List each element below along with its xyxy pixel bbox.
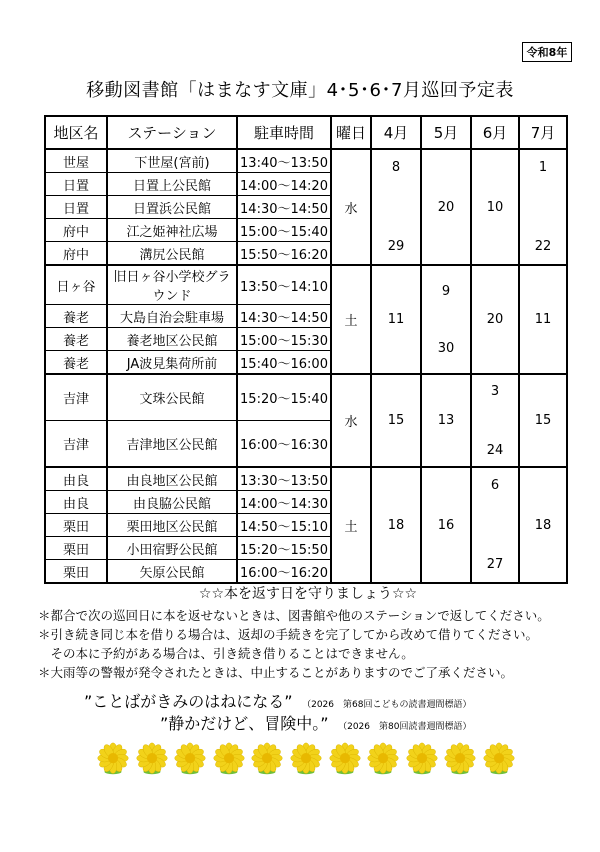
slogan-reading-week xyxy=(160,711,471,734)
date-stack xyxy=(422,472,470,578)
header-area: 地区名 xyxy=(45,116,107,149)
flower-icon xyxy=(366,742,400,776)
date-value: 8 xyxy=(391,160,401,175)
header-june: 6月 xyxy=(471,116,519,149)
cell-area: 由良 xyxy=(45,491,107,514)
cell-weekday: 水 xyxy=(331,374,371,467)
date-value: 15 xyxy=(387,413,405,428)
year-badge: 令和8年 xyxy=(522,42,572,62)
flower-icon xyxy=(135,742,169,776)
cell-station: 日置上公民館 xyxy=(107,173,237,196)
cell-station: 栗田地区公民館 xyxy=(107,514,237,537)
cell-date-apr xyxy=(371,374,421,467)
cell-area: 吉津 xyxy=(45,421,107,468)
date-stack xyxy=(520,278,566,362)
date-value: 27 xyxy=(486,557,504,572)
flower-icon xyxy=(328,742,362,776)
header-weekday: 曜日 xyxy=(331,116,371,149)
date-value: 6 xyxy=(490,478,500,493)
cell-station: 小田宿野公民館 xyxy=(107,537,237,560)
cell-time: 14:50～15:10 xyxy=(237,514,331,537)
flower-icon xyxy=(173,742,207,776)
date-value: 11 xyxy=(534,312,552,327)
cell-date-jul xyxy=(519,149,567,265)
date-stack xyxy=(520,154,566,260)
cell-time: 14:30～14:50 xyxy=(237,196,331,219)
cell-station: 矢原公民館 xyxy=(107,560,237,584)
cell-date-apr xyxy=(371,149,421,265)
table-row xyxy=(45,149,567,173)
flower-icon xyxy=(289,742,323,776)
note-item: ＊大雨等の警報が発令されたときは、中止することがありますのでご了承ください。 xyxy=(38,665,514,680)
slogan-text: ”静かだけど、冒険中。” xyxy=(160,714,329,733)
cell-area: 府中 xyxy=(45,219,107,242)
table-header-row xyxy=(45,116,567,149)
cell-date-jun xyxy=(471,149,519,265)
cell-weekday: 土 xyxy=(331,265,371,374)
date-stack xyxy=(472,378,518,464)
cell-area: 府中 xyxy=(45,242,107,266)
cell-area: 栗田 xyxy=(45,514,107,537)
cell-date-may xyxy=(421,149,471,265)
cell-station: 下世屋(宮前) xyxy=(107,149,237,173)
flower-icon xyxy=(405,742,439,776)
cell-weekday: 水 xyxy=(331,149,371,265)
cell-station: 吉津地区公民館 xyxy=(107,421,237,468)
cell-time: 16:00～16:30 xyxy=(237,421,331,468)
cell-time: 15:00～15:40 xyxy=(237,219,331,242)
cell-date-jul xyxy=(519,265,567,374)
cell-date-apr xyxy=(371,265,421,374)
flower-icon xyxy=(482,742,516,776)
date-value: 24 xyxy=(486,442,504,458)
note-item: ＊引き続き同じ本を借りる場合は、返却の手続きを完了してから改めて借りてください。 xyxy=(38,627,539,642)
note-item: ＊都合で次の巡回日に本を返せないときは、図書館や他のステーションで返してください。 xyxy=(38,608,550,623)
cell-station: 由良地区公民館 xyxy=(107,467,237,491)
date-stack xyxy=(422,278,470,362)
cell-area: 由良 xyxy=(45,467,107,491)
notes-heading: ☆☆本を返す日を守りましょう☆☆ xyxy=(198,586,418,602)
date-stack xyxy=(520,378,566,464)
date-value: 18 xyxy=(534,517,552,533)
slogan-childrens-reading-week xyxy=(84,689,471,712)
cell-station: 養老地区公民館 xyxy=(107,328,237,351)
cell-area: 日置 xyxy=(45,173,107,196)
cell-station: 旧日ヶ谷小学校グラウンド xyxy=(107,265,237,305)
slogan-source: （2026 第68回こどもの読書週間標語） xyxy=(306,700,472,710)
note-item: その本に予約がある場合は、引き続き借りることはできません。 xyxy=(38,646,414,661)
cell-time: 14:00～14:30 xyxy=(237,491,331,514)
cell-area: 吉津 xyxy=(45,374,107,421)
header-time: 駐車時間 xyxy=(237,116,331,149)
date-value: 9 xyxy=(441,283,451,299)
table-row xyxy=(45,265,567,305)
date-stack xyxy=(372,472,420,578)
cell-area: 栗田 xyxy=(45,560,107,584)
cell-area: 養老 xyxy=(45,351,107,375)
date-value: 11 xyxy=(387,312,405,327)
cell-station: 大島自治会駐車場 xyxy=(107,305,237,328)
date-stack xyxy=(372,154,420,260)
date-stack xyxy=(422,378,470,464)
cell-time: 14:00～14:20 xyxy=(237,173,331,196)
cell-time: 14:30～14:50 xyxy=(237,305,331,328)
date-stack xyxy=(422,154,470,260)
cell-area: 世屋 xyxy=(45,149,107,173)
cell-date-apr xyxy=(371,467,421,583)
cell-station: 由良脇公民館 xyxy=(107,491,237,514)
cell-time: 13:50～14:10 xyxy=(237,265,331,305)
cell-station: JA波見集荷所前 xyxy=(107,351,237,375)
date-stack xyxy=(520,472,566,578)
schedule-body xyxy=(45,149,567,583)
cell-area: 養老 xyxy=(45,305,107,328)
date-value: 30 xyxy=(437,340,455,356)
header-station: ステーション xyxy=(107,116,237,149)
date-value: 10 xyxy=(486,199,504,215)
cell-weekday: 土 xyxy=(331,467,371,583)
table-row xyxy=(45,374,567,421)
header-may: 5月 xyxy=(421,116,471,149)
notes-section xyxy=(38,585,578,682)
cell-date-jun xyxy=(471,265,519,374)
flower-decoration xyxy=(96,742,516,778)
date-stack xyxy=(372,378,420,464)
date-stack xyxy=(472,278,518,362)
flower-icon xyxy=(443,742,477,776)
date-value: 18 xyxy=(387,517,405,533)
cell-date-may xyxy=(421,374,471,467)
table-row xyxy=(45,467,567,491)
cell-time: 15:20～15:40 xyxy=(237,374,331,421)
schedule-table xyxy=(44,115,568,584)
cell-date-may xyxy=(421,467,471,583)
date-value: 15 xyxy=(534,413,552,428)
flower-icon xyxy=(250,742,284,776)
cell-date-jun xyxy=(471,467,519,583)
date-stack xyxy=(372,278,420,362)
slogan-text: ”ことばがきみのはねになる” xyxy=(84,692,293,711)
cell-station: 江之姫神社広場 xyxy=(107,219,237,242)
cell-date-jul xyxy=(519,467,567,583)
header-july: 7月 xyxy=(519,116,567,149)
date-value: 1 xyxy=(538,160,548,175)
cell-time: 13:40～13:50 xyxy=(237,149,331,173)
cell-area: 日ヶ谷 xyxy=(45,265,107,305)
date-stack xyxy=(472,154,518,260)
date-value: 20 xyxy=(486,312,504,327)
cell-time: 16:00～16:20 xyxy=(237,560,331,584)
cell-station: 文珠公民館 xyxy=(107,374,237,421)
date-value: 13 xyxy=(437,413,455,428)
flower-icon xyxy=(96,742,130,776)
date-value: 16 xyxy=(437,517,455,533)
slogan-source: （2026 第80回読書週間標語） xyxy=(342,722,472,732)
date-value: 3 xyxy=(490,383,500,399)
cell-date-jun xyxy=(471,374,519,467)
page-title: 移動図書館「はまなす文庫」4･5･6･7月巡回予定表 xyxy=(86,80,514,101)
date-stack xyxy=(472,472,518,578)
cell-time: 15:20～15:50 xyxy=(237,537,331,560)
cell-area: 日置 xyxy=(45,196,107,219)
cell-date-jul xyxy=(519,374,567,467)
date-value: 20 xyxy=(437,199,455,215)
cell-date-may xyxy=(421,265,471,374)
header-april: 4月 xyxy=(371,116,421,149)
cell-time: 13:30～13:50 xyxy=(237,467,331,491)
cell-time: 15:00～15:30 xyxy=(237,328,331,351)
cell-area: 栗田 xyxy=(45,537,107,560)
cell-area: 養老 xyxy=(45,328,107,351)
cell-time: 15:40～16:00 xyxy=(237,351,331,375)
date-value: 22 xyxy=(534,239,552,254)
date-value: 29 xyxy=(387,239,405,254)
cell-time: 15:50～16:20 xyxy=(237,242,331,266)
flower-icon xyxy=(212,742,246,776)
cell-station: 溝尻公民館 xyxy=(107,242,237,266)
cell-station: 日置浜公民館 xyxy=(107,196,237,219)
